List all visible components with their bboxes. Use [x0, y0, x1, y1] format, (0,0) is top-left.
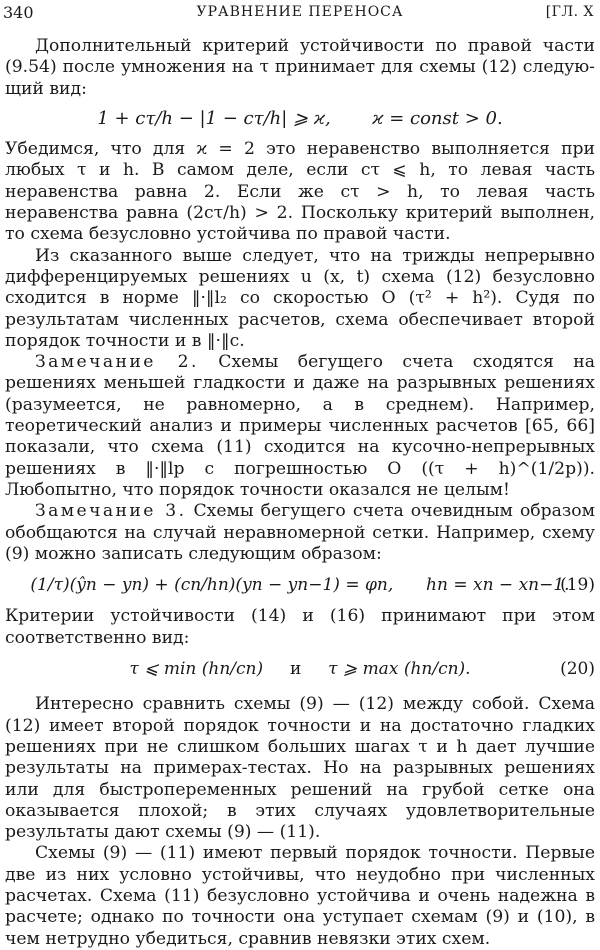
eq20-and: и [289, 659, 302, 680]
equation-19 [5, 575, 595, 596]
p1-line2: (9.54) после умножения на τ принимает для схемы (12) следую- [5, 57, 595, 78]
paragraph-2: Убедимся, что для ϰ = 2 это неравенство выполняется при любых τ и h. В самом деле, если cτ ⩽ h, то левая часть неравенства равна 2. Если же cτ > h, то левая часть неравенства равна (2cτ/h) > 2. Поскольку критерий выполнен, то схема безусловно устойчива по правой части. [5, 139, 595, 245]
remark-2 [5, 352, 595, 501]
eq20-number: (20) [560, 659, 595, 680]
paragraph-6: Схемы (9) — (11) имеют первый порядок точности. Первые две из них условно устойчивы, что неудобно при численных расчетах. Схема (11) безусловно устойчива и очень надежна в расчете; однако по точности она уступает схемам (9) и (10), в чем нетрудно убедиться, сравнив невязки этих схем. [5, 843, 595, 949]
remark-3-heading: Замечание 3. [35, 501, 187, 522]
eq19-side: hn = xn − xn−1. [426, 575, 570, 596]
running-title: УРАВНЕНИЕ ПЕРЕНОСА [196, 4, 404, 20]
paragraph-3: Из сказанного выше следует, что на трижды непрерывно дифференцируемых решениях u (x, t) схема (12) безусловно сходится в норме ‖·‖l₂ со скоростью O (τ² + h²). Судя по результатам численных расчетов, схема обеспечивает второй порядок точности и в ‖·‖c. [5, 245, 595, 351]
eq1-rhs: ϰ = const > 0. [372, 107, 503, 129]
page-header [0, 3, 600, 27]
paragraph-4: Критерии устойчивости (14) и (16) принимают при этом соответственно вид: [5, 606, 595, 648]
equation-20 [5, 659, 595, 680]
equation-kappa [5, 108, 595, 129]
p1-line1: Дополнительный критерий устойчивости по правой части [35, 36, 595, 56]
chapter-label: [ГЛ. X [545, 4, 594, 20]
eq20-min: τ ⩽ min (hn/cn) [129, 659, 264, 680]
page-number: 340 [3, 3, 34, 22]
paragraph-5: Интересно сравнить схемы (9) — (12) между собой. Схема (12) имеет второй порядок точности и на достаточно гладких решениях при не слишком больших шагах τ и h дает лучшие результаты на примерах-тестах. Но на разрывных решениях или для быстропеременных решений на грубой сетке она оказывается плохой; в этих случаях удовлетворительные результаты дают схемы (9) — (11). [5, 694, 595, 843]
eq1-lhs: 1 + cτ/h − |1 − cτ/h| ⩾ ϰ, [97, 107, 331, 129]
p1-line3: щий вид: [5, 78, 87, 99]
page-body [5, 36, 595, 950]
remark-3-body: Схемы бегущего счета очевидным образом обобщаются на случай неравномерной сетки. Например, схему (9) можно записать следующим образом: [5, 501, 595, 564]
paragraph-1 [5, 36, 595, 100]
remark-3 [5, 501, 595, 565]
remark-2-body: Схемы бегущего счета сходятся на решениях меньшей гладкости и даже на разрывных решениях (разумеется, не равномерно, а в среднем). Например, теоретический анализ и примеры численных расчетов [65, 66] показали, что схема (11) сходится на кусочно-непрерывных решениях в ‖·‖lp с погрешностью O ((τ + h)^(1/2p)). Любопытно, что порядок точности оказался не целым! [5, 352, 595, 500]
eq20-max: τ ⩾ max (hn/cn). [328, 659, 471, 680]
eq19-number: (19) [560, 575, 595, 596]
remark-2-heading: Замечание 2. [35, 352, 199, 373]
eq19-main: (1/τ)(ŷn − yn) + (cn/hn)(yn − yn−1) = φn, [30, 575, 394, 596]
